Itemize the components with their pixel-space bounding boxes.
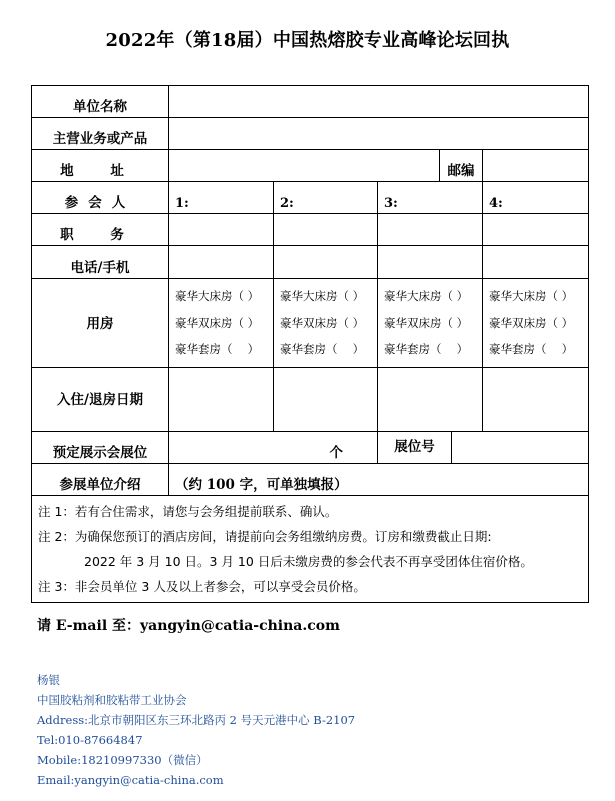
- phone-3[interactable]: [378, 246, 483, 279]
- room-suite-2[interactable]: 豪华套房（ ）: [280, 342, 365, 356]
- room-options-2[interactable]: [274, 279, 378, 368]
- room-twin-1[interactable]: 豪华双床房（ ）: [175, 315, 260, 330]
- business-label: 主营业务或产品: [32, 118, 169, 150]
- unit-name-label: 单位名称: [32, 86, 169, 118]
- registration-form: [31, 85, 589, 603]
- room-options-4[interactable]: [483, 279, 589, 368]
- attendee-2[interactable]: 2:: [274, 182, 378, 214]
- room-suite-4[interactable]: 豪华套房（ ）: [489, 342, 574, 356]
- booth-unit: 个: [329, 444, 343, 461]
- contact-tel: Tel:010-87664847: [37, 733, 143, 747]
- room-suite-1[interactable]: 豪华套房（ ）: [175, 342, 260, 356]
- note-3: 注 3：非会员单位 3 人及以上者参会，可以享受会员价格。: [38, 578, 366, 594]
- position-2[interactable]: [274, 214, 378, 246]
- position-label: 职 务: [32, 214, 169, 246]
- contact-email[interactable]: Email:yangyin@catia-china.com: [37, 773, 224, 787]
- room-twin-2[interactable]: 豪华双床房（ ）: [280, 315, 365, 330]
- booth-label: 预定展示会展位: [32, 431, 169, 463]
- notes-box: [32, 495, 589, 602]
- phone-4[interactable]: [483, 246, 589, 279]
- attendee-1[interactable]: 1:: [169, 182, 274, 214]
- note-2: 注 2：为确保您预订的酒店房间，请提前向会务组缴纳房费。订房和缴费截止日期:: [38, 528, 492, 544]
- checkin-4[interactable]: [483, 367, 589, 431]
- booth-no-label: 展位号: [378, 432, 452, 463]
- room-label: 用房: [32, 279, 169, 368]
- email-instruction: 请 E-mail 至：yangyin@catia-china.com: [37, 618, 340, 634]
- unit-name-field[interactable]: [169, 86, 589, 118]
- checkin-label: 入住/退房日期: [32, 367, 169, 431]
- phone-1[interactable]: [169, 246, 274, 279]
- room-suite-3[interactable]: 豪华套房（ ）: [384, 342, 469, 356]
- checkin-2[interactable]: [274, 367, 378, 431]
- address-label: 地 址: [32, 150, 169, 182]
- contact-block: [37, 670, 355, 790]
- note-1: 注 1：若有合住需求，请您与会务组提前联系、确认。: [38, 503, 338, 519]
- room-twin-3[interactable]: 豪华双床房（ ）: [384, 315, 469, 330]
- postcode-field[interactable]: [483, 150, 589, 182]
- contact-name: 杨银: [37, 673, 60, 687]
- contact-mobile: Mobile:18210997330（微信）: [37, 753, 208, 767]
- postcode-label: 邮编: [440, 150, 483, 182]
- room-options-1[interactable]: [169, 279, 274, 368]
- intro-hint: （约 100 字，可单独填报）: [175, 476, 348, 493]
- page-title: 2022年（第18届）中国热熔胶专业高峰论坛回执: [105, 30, 510, 51]
- checkin-3[interactable]: [378, 367, 483, 431]
- room-king-3[interactable]: 豪华大床房（ ）: [384, 289, 469, 303]
- room-king-4[interactable]: 豪华大床房（ ）: [489, 289, 574, 303]
- business-field[interactable]: [169, 118, 589, 150]
- intro-field[interactable]: [169, 463, 589, 495]
- attendee-4[interactable]: 4:: [483, 182, 589, 214]
- booth-count-field[interactable]: [169, 431, 378, 463]
- contact-org: 中国胶粘剂和胶粘带工业协会: [37, 693, 187, 707]
- address-field[interactable]: [169, 150, 440, 182]
- position-1[interactable]: [169, 214, 274, 246]
- checkin-1[interactable]: [169, 367, 274, 431]
- phone-2[interactable]: [274, 246, 378, 279]
- position-3[interactable]: [378, 214, 483, 246]
- booth-no-cell[interactable]: [378, 431, 589, 463]
- contact-address: Address:北京市朝阳区东三环北路丙 2 号天元港中心 B-2107: [37, 713, 356, 727]
- room-options-3[interactable]: [378, 279, 483, 368]
- phone-label: 电话/手机: [32, 246, 169, 279]
- room-king-2[interactable]: 豪华大床房（ ）: [280, 289, 365, 303]
- room-king-1[interactable]: 豪华大床房（ ）: [175, 289, 260, 303]
- attendee-3[interactable]: 3:: [378, 182, 483, 214]
- attendee-label: 参会人: [32, 182, 169, 214]
- position-4[interactable]: [483, 214, 589, 246]
- intro-label: 参展单位介绍: [32, 463, 169, 495]
- note-2-continued: 2022 年 3 月 10 日。3 月 10 日后未缴房费的参会代表不再享受团体住宿价格。: [84, 553, 533, 569]
- room-twin-4[interactable]: 豪华双床房（ ）: [489, 315, 574, 330]
